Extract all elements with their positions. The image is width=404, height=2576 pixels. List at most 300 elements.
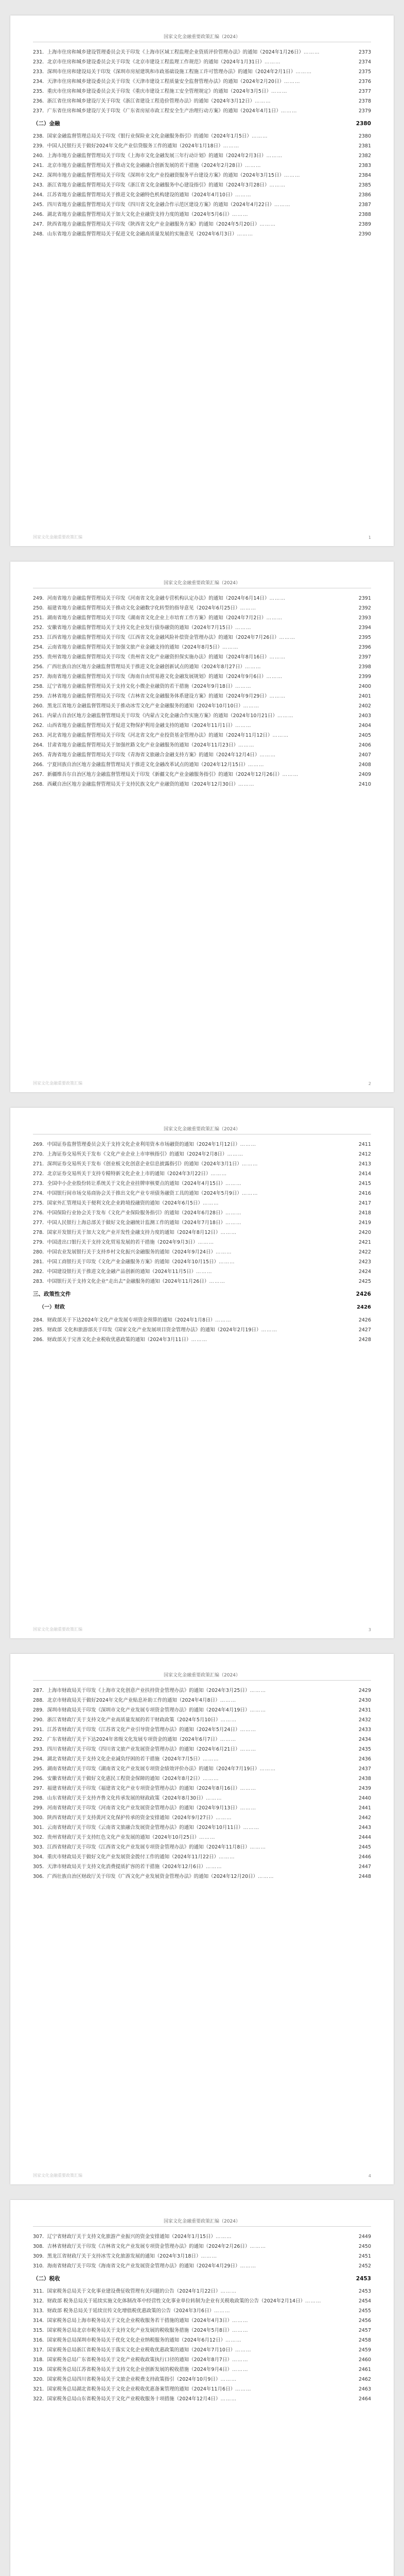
toc-entry[interactable] [33, 1696, 371, 1705]
leader-dots: ……… [266, 615, 283, 621]
toc-page-number: 2373 [358, 49, 371, 55]
leader-dots: ……… [225, 2337, 242, 2343]
leader-dots: ……… [220, 1737, 237, 1742]
separator: ． [42, 1854, 47, 1860]
toc-entry-title: 陕西省地方金融监督管理局关于印发《陕西省文化产业金融服务方案》的通知（2024年5月20日） [47, 222, 260, 227]
toc-entry-text [33, 770, 359, 779]
page-footer-title: 国家文化金融重要政策汇编 [33, 2173, 82, 2178]
section-title: （一）财政 [39, 1304, 65, 1310]
separator: ． [42, 173, 47, 178]
separator: ． [42, 49, 47, 55]
toc-page-number: 2463 [358, 2386, 371, 2392]
toc-entry-text [33, 229, 359, 239]
toc-entry[interactable] [33, 1686, 371, 1696]
toc-entry[interactable] [33, 2384, 371, 2394]
toc-entry[interactable] [33, 2316, 371, 2326]
toc-entry-number: 305 [33, 1864, 43, 1870]
toc-entry-text [33, 1793, 359, 1803]
toc-entry[interactable] [33, 87, 371, 96]
toc-entry[interactable] [33, 1754, 371, 1764]
separator: ． [42, 713, 47, 719]
leader-dots: ……… [232, 2367, 249, 2372]
toc-entry[interactable] [33, 652, 371, 662]
leader-dots: ……… [235, 2386, 252, 2392]
toc-entry[interactable] [33, 2326, 371, 2335]
toc-entry[interactable] [33, 2232, 371, 2242]
leader-dots: ……… [225, 1220, 242, 1226]
toc-entry-text [33, 682, 359, 691]
separator: ． [42, 772, 47, 777]
toc-entry-title: 江西省财政厅关于印发《江西省文化产业发展专项资金管理办法》的通知（2024年11月8日） [47, 1844, 250, 1850]
toc-page-number: 2418 [358, 1210, 371, 1216]
leader-dots: ……… [225, 1210, 242, 1216]
toc-entry-title: 上海证券交易所关于发布《文化产业企业上市审核指引》的通知（2024年2月8日） [47, 1151, 227, 1157]
toc-entry[interactable] [33, 633, 371, 642]
toc-entry-number: 281 [33, 1259, 43, 1265]
leader-dots: ……… [254, 98, 271, 104]
separator: ． [42, 1171, 47, 1177]
toc-page-number: 2447 [358, 1864, 371, 1870]
toc-entry-number: 291 [33, 1727, 43, 1733]
toc-page-number: 2391 [358, 596, 371, 601]
toc-entry[interactable] [33, 672, 371, 682]
toc-entry-number: 277 [33, 1220, 43, 1226]
toc-entry[interactable] [33, 1705, 371, 1715]
toc-section-heading[interactable] [33, 1302, 371, 1313]
toc-entry-number: 248 [33, 231, 43, 237]
toc-entry[interactable] [33, 1784, 371, 1793]
separator: ． [42, 1279, 47, 1284]
separator: ． [42, 2234, 47, 2240]
toc-entry[interactable] [33, 691, 371, 701]
toc-entry[interactable] [33, 613, 371, 623]
toc-entry-number: 290 [33, 1717, 43, 1723]
toc-entry-text [33, 2394, 359, 2404]
toc-entry[interactable] [33, 1325, 371, 1335]
toc-entry-text [33, 1208, 359, 1218]
toc-entry-number: 282 [33, 1269, 43, 1275]
toc-entry[interactable] [33, 2242, 371, 2251]
toc-page-number: 2422 [358, 1249, 371, 1255]
separator: ． [42, 1805, 47, 1811]
separator: ． [42, 703, 47, 709]
toc-entry-text [33, 760, 359, 770]
separator: ． [42, 2386, 47, 2392]
leader-dots: ……… [269, 596, 286, 601]
separator: ． [42, 635, 47, 640]
toc-page-number: 2398 [358, 664, 371, 670]
toc-entry[interactable] [33, 623, 371, 633]
separator: ． [42, 1688, 47, 1693]
toc-entry-title: 国家税务总局浙江省税务局关于落实文化企业税收优惠政策的通知（2024年7月10日） [47, 2347, 235, 2353]
toc-entry-title: 河南省财政厅关于印发《河南省文化产业发展资金管理办法》的通知（2024年9月13日） [47, 1805, 240, 1811]
separator: ． [42, 1756, 47, 1762]
toc-entry[interactable] [33, 721, 371, 731]
leader-dots: ……… [305, 2298, 322, 2304]
toc-entry-title: 国家开发银行关于加大文化产业开发性金融支持力度的通知（2024年8月12日） [47, 1230, 221, 1235]
toc-entry-text [33, 740, 359, 750]
separator: ． [42, 1717, 47, 1723]
toc-entry-number: 246 [33, 212, 43, 217]
toc-page-number: 2428 [358, 1337, 371, 1343]
leader-dots: ……… [232, 2318, 249, 2324]
leader-dots: ……… [235, 192, 252, 198]
toc-entry-title: 全国中小企业股份转让系统关于文化企业挂牌审核要点的通知（2024年4月15日） [47, 1181, 225, 1187]
toc-entry-title: 浙江省财政厅关于支持文化产业高质量发展的若干财政政策（2024年5月10日） [47, 1717, 221, 1723]
toc-entry-number: 313 [33, 2308, 43, 2314]
toc-entry[interactable] [33, 1257, 371, 1267]
toc-page-number: 2457 [358, 2328, 371, 2333]
toc-entry-title: 陕西省财政厅关于支持黄河文化保护传承的资金安排通知（2024年9月27日） [47, 1815, 216, 1821]
toc-entry-number: 269 [33, 1142, 43, 1147]
toc-entry[interactable] [33, 1764, 371, 1774]
toc-page-number: 2380 [358, 133, 371, 139]
toc-entry[interactable] [33, 200, 371, 210]
toc-entry[interactable] [33, 1852, 371, 1862]
toc-page-number: 2394 [358, 625, 371, 631]
toc-entry[interactable] [33, 161, 371, 171]
toc-entry[interactable] [33, 1277, 371, 1286]
toc-page-number: 2395 [358, 635, 371, 640]
separator: ． [42, 1737, 47, 1742]
separator: ． [42, 231, 47, 237]
toc-entry[interactable] [33, 682, 371, 691]
toc-entry[interactable] [33, 2345, 371, 2355]
leader-dots: ……… [199, 1835, 216, 1840]
toc-entry-text [33, 151, 359, 161]
toc-entry[interactable] [33, 1149, 371, 1159]
separator: ． [42, 762, 47, 768]
toc-entry-title: 财政部 税务总局关于延续实施文化体制改革中经营性文化事业单位转制为企业有关税收政策的公告（2024年2月14日） [47, 2298, 305, 2304]
toc-entry[interactable] [33, 1744, 371, 1754]
separator: ． [42, 2263, 47, 2269]
toc-entry-text [33, 623, 359, 633]
toc-entry[interactable] [33, 1803, 371, 1813]
toc-entry-title: 浙江省地方金融监督管理局关于印发《浙江省文化金融服务中心建设指引》的通知（2024年3月28日） [47, 182, 270, 188]
toc-entry-number: 262 [33, 723, 43, 728]
page-number: 2 [368, 1081, 371, 1086]
toc-entry[interactable] [33, 594, 371, 603]
toc-entry[interactable] [33, 1862, 371, 1872]
separator: ． [42, 1191, 47, 1196]
toc-entry-text [33, 1735, 359, 1744]
toc-entry[interactable] [33, 662, 371, 672]
toc-entry[interactable] [33, 180, 371, 190]
toc-entry[interactable] [33, 2261, 371, 2271]
toc-page-number: 2375 [358, 69, 371, 75]
separator: ． [42, 1747, 47, 1752]
toc-entry[interactable] [33, 1715, 371, 1725]
toc-page-number: 2413 [358, 1161, 371, 1167]
toc-entry-text [33, 161, 359, 171]
toc-entry[interactable] [33, 603, 371, 613]
separator: ． [42, 2244, 47, 2249]
separator: ． [42, 654, 47, 660]
toc-page-number: 2440 [358, 1795, 371, 1801]
toc-entry[interactable] [33, 2306, 371, 2316]
toc-entry[interactable] [33, 47, 371, 57]
toc-page-number: 2397 [358, 654, 371, 660]
toc-entry-text [33, 67, 359, 77]
toc-entry-title: 福建省地方金融监督管理局关于推动文化金融数字化转型的指导意见（2024年6月25日） [47, 605, 240, 611]
leader-dots: ……… [205, 1864, 222, 1870]
toc-page-number: 2403 [358, 713, 371, 719]
separator: ． [42, 596, 47, 601]
separator: ． [42, 2347, 47, 2353]
toc-entry[interactable] [33, 1793, 371, 1803]
toc-entry-number: 287 [33, 1688, 43, 1693]
toc-entry[interactable] [33, 1169, 371, 1179]
toc-entry-title: 深圳证券交易所关于发布《创业板文化创意企业信息披露指引》的通知（2024年3月1日） [47, 1161, 242, 1167]
toc-entry[interactable] [33, 2251, 371, 2261]
toc-entry[interactable] [33, 1189, 371, 1198]
separator: ． [42, 2253, 47, 2259]
toc-entry-text [33, 1325, 359, 1335]
toc-entry[interactable] [33, 1872, 371, 1882]
toc-entry[interactable] [33, 1823, 371, 1833]
toc-entry[interactable] [33, 2355, 371, 2365]
leader-dots: ……… [238, 782, 255, 787]
toc-entry-title: 内蒙古自治区地方金融监督管理局关于印发《内蒙古文化金融合作实施方案》的通知（2024年10月21日） [47, 713, 278, 719]
toc-entry[interactable] [33, 2286, 371, 2296]
toc-entry-number: 254 [33, 645, 43, 650]
toc-entry-title: 青海省地方金融监督管理局关于印发《青海省文旅融合金融支持方案》的通知（2024年12月4日） [47, 752, 260, 758]
leader-dots: ……… [232, 2328, 249, 2333]
toc-entry-title: 财政部关于下达2024年文化产业发展专项资金预算的通知（2024年1月8日） [47, 1317, 216, 1323]
toc-entry-text [33, 210, 359, 219]
toc-entry[interactable] [33, 1228, 371, 1238]
toc-page-number: 2414 [358, 1171, 371, 1177]
toc-entry-text [33, 1179, 359, 1189]
toc-entry[interactable] [33, 77, 371, 87]
separator: ． [42, 202, 47, 208]
toc-entry-title: 中国银行间市场交易商协会关于推出文化产业专项债务融资工具的通知（2024年5月9日） [47, 1191, 242, 1196]
toc-entry[interactable] [33, 1725, 371, 1735]
toc-entry-text [33, 1813, 359, 1823]
toc-entry-text [33, 171, 359, 180]
toc-page-number: 2404 [358, 723, 371, 728]
toc-entry-title: 广西壮族自治区财政厅关于印发《广西文化产业发展资金管理办法》的通知（2024年12月20日） [47, 1874, 258, 1879]
separator: ． [42, 133, 47, 139]
toc-entry[interactable] [33, 141, 371, 151]
toc-entry-text [33, 96, 359, 106]
toc-entry[interactable] [33, 701, 371, 711]
toc-entry-number: 289 [33, 1707, 43, 1713]
toc-entry-number: 286 [33, 1337, 43, 1343]
toc-entry[interactable] [33, 219, 371, 229]
toc-entry[interactable] [33, 1267, 371, 1277]
toc-page-number: 2424 [358, 1269, 371, 1275]
toc-entry-title: 北京证券交易所关于支持专精特新文化企业上市的通知（2024年3月22日） [47, 1171, 211, 1177]
toc-entry[interactable] [33, 740, 371, 750]
toc-entry-number: 300 [33, 1815, 43, 1821]
toc-entry[interactable] [33, 96, 371, 106]
toc-entry-number: 273 [33, 1181, 43, 1187]
toc-entry[interactable] [33, 1774, 371, 1784]
toc-page-number: 2431 [358, 1707, 371, 1713]
toc-entry-text [33, 642, 359, 652]
toc-entry[interactable] [33, 1335, 371, 1345]
toc-entry-number: 261 [33, 713, 43, 719]
leader-dots: ……… [266, 674, 283, 680]
toc-entry-number: 306 [33, 1874, 43, 1879]
toc-entry[interactable] [33, 1315, 371, 1325]
toc-entry-text [33, 2261, 359, 2271]
separator: ． [42, 163, 47, 168]
toc-entry[interactable] [33, 1140, 371, 1149]
toc-page-number: 2449 [358, 2234, 371, 2240]
toc-entry[interactable] [33, 1247, 371, 1257]
toc-entry-title: 安徽省财政厅关于做好文化惠民工程资金保障的通知（2024年8月2日） [47, 1776, 203, 1782]
toc-entry-title: 国家税务总局北京市税务局关于支持文化产业发展的税收服务措施（2024年5月8日） [47, 2328, 232, 2333]
toc-entry-text [33, 2306, 359, 2316]
separator: ． [42, 143, 47, 149]
toc-section-heading[interactable] [33, 2273, 371, 2284]
toc-entry[interactable] [33, 106, 371, 116]
leader-dots: ……… [235, 723, 252, 728]
toc-entry-text [33, 691, 359, 701]
toc-page-number: 2420 [358, 1230, 371, 1235]
toc-entry-number: 245 [33, 202, 43, 208]
toc-entry-text [33, 2242, 359, 2251]
toc-entry-number: 267 [33, 772, 43, 777]
toc-entry-text [33, 2232, 359, 2242]
separator: ． [42, 59, 47, 65]
toc-entry-number: 263 [33, 733, 43, 738]
toc-entry-text [33, 672, 359, 682]
leader-dots: ……… [250, 1844, 266, 1850]
toc-entry-text [33, 603, 359, 613]
toc-entry-text [33, 1169, 359, 1179]
toc-entry[interactable] [33, 151, 371, 161]
toc-entry-title: 国家税务总局湖北省税务局关于文化企业税收优惠备案管理的通知（2024年11月6日） [47, 2386, 235, 2392]
toc-section-heading[interactable] [33, 1289, 371, 1300]
toc-entry[interactable] [33, 1813, 371, 1823]
toc-entry[interactable] [33, 2394, 371, 2404]
document-page [10, 2200, 394, 2576]
toc-page-number: 2455 [358, 2308, 371, 2314]
leader-dots: ……… [220, 2289, 237, 2294]
toc-entry[interactable] [33, 1179, 371, 1189]
separator: ． [42, 1259, 47, 1265]
toc-entry-number: 294 [33, 1756, 43, 1762]
toc-section-heading[interactable] [33, 118, 371, 129]
toc-entry[interactable] [33, 779, 371, 789]
toc-entry-number: 258 [33, 684, 43, 689]
leader-dots: ……… [240, 1747, 256, 1752]
toc-entry-number: 279 [33, 1240, 43, 1245]
toc-entry[interactable] [33, 2365, 371, 2375]
toc-entry-text [33, 721, 359, 731]
toc-entry[interactable] [33, 171, 371, 180]
page-header: 国家文化金融重要政策汇编（2024） [33, 2217, 371, 2227]
toc-entry-title: 广东省住房和城乡建设厅关于印发《广东省房屋市政工程安全生产治理行动方案》的通知（2024年4月1日） [47, 108, 281, 114]
toc-entry-title: 深圳市地方金融监督管理局关于印发《深圳市文化产业投融资服务平台建设方案》的通知（2024年3月15日） [47, 173, 284, 178]
toc-entry-number: 298 [33, 1795, 43, 1801]
toc-page-number: 2458 [358, 2337, 371, 2343]
toc-page-number: 2430 [358, 1698, 371, 1703]
toc-entry[interactable] [33, 210, 371, 219]
toc-entry-number: 302 [33, 1835, 43, 1840]
toc-entry[interactable] [33, 1238, 371, 1247]
toc-page-number: 2446 [358, 1854, 371, 1860]
toc-entry[interactable] [33, 229, 371, 239]
toc-entry[interactable] [33, 131, 371, 141]
toc-page-number: 2425 [358, 1279, 371, 1284]
leader-dots: ……… [198, 1240, 214, 1245]
toc-entry-title: 江苏省财政厅关于印发《江苏省文化产业引导资金管理办法》的通知（2024年5月24日） [47, 1727, 240, 1733]
toc-entry[interactable] [33, 1218, 371, 1228]
toc-entry[interactable] [33, 711, 371, 721]
toc-page-number: 2419 [358, 1220, 371, 1226]
toc-entry-title: 新疆维吾尔自治区地方金融监督管理局关于印发《新疆文化产业金融服务指引》的通知（2024年12月26日） [47, 772, 283, 777]
toc-entry-title: 福建省财政厅关于印发《福建省文化产业专项资金管理办法》的通知（2024年8月16日） [47, 1786, 240, 1791]
toc-entry-title: 上海市地方金融监督管理局关于印发《上海市文化金融发展三年行动计划》的通知（2024年2月3日） [47, 153, 267, 159]
toc-entry-number: 285 [33, 1327, 43, 1333]
toc-entry[interactable] [33, 1198, 371, 1208]
toc-entry[interactable] [33, 760, 371, 770]
toc-entry-number: 259 [33, 693, 43, 699]
toc-entry[interactable] [33, 1842, 371, 1852]
toc-entry[interactable] [33, 2375, 371, 2384]
toc-entry[interactable] [33, 750, 371, 760]
toc-entry-number: 311 [33, 2289, 43, 2294]
toc-entry-number: 240 [33, 153, 43, 159]
toc-entry-number: 243 [33, 182, 43, 188]
toc-entry[interactable] [33, 770, 371, 779]
toc-entry-title: 黑龙江省地方金融监督管理局关于推动冰雪文化产业金融服务的通知（2024年10月10日） [47, 703, 243, 709]
toc-entry[interactable] [33, 1735, 371, 1744]
toc-entry[interactable] [33, 2335, 371, 2345]
leader-dots: ……… [284, 79, 301, 84]
toc-entry[interactable] [33, 67, 371, 77]
toc-entry[interactable] [33, 642, 371, 652]
toc-entry[interactable] [33, 1159, 371, 1169]
toc-entry-number: 293 [33, 1747, 43, 1752]
toc-entry-title: 浙江省住房和城乡建设厅关于印发《浙江省建设工程造价管理办法》的通知（2024年3月12日） [47, 98, 255, 104]
toc-entry-text [33, 2296, 359, 2306]
toc-entry[interactable] [33, 1208, 371, 1218]
toc-entry-number: 295 [33, 1766, 43, 1772]
toc-entry[interactable] [33, 1833, 371, 1842]
toc-page-number: 2460 [358, 2357, 371, 2363]
toc-page-number: 2384 [358, 173, 371, 178]
toc-entry[interactable] [33, 731, 371, 740]
toc-entry-text [33, 106, 359, 116]
toc-entry[interactable] [33, 190, 371, 200]
toc-entry[interactable] [33, 57, 371, 67]
toc-page-number: 2383 [358, 163, 371, 168]
toc-entry-title: 山西省地方金融监督管理局关于促进文物保护利用金融支持的通知（2024年11月1日） [47, 723, 235, 728]
separator: ． [42, 192, 47, 198]
separator: ． [42, 182, 47, 188]
toc-entry-text [33, 613, 359, 623]
separator: ． [42, 674, 47, 680]
leader-dots: ……… [235, 2347, 252, 2353]
leader-dots: ……… [191, 1337, 207, 1343]
toc-entry-number: 236 [33, 98, 43, 104]
toc-page-number: 2417 [358, 1200, 371, 1206]
toc-entry-title: 甘肃省地方金融监督管理局关于加强丝路文化产业金融服务的通知（2024年11月23日） [47, 742, 239, 748]
toc-entry-title: 国家外汇管理局关于便利文化企业跨境投融资的通知（2024年6月5日） [47, 1200, 203, 1206]
leader-dots: ……… [251, 133, 268, 139]
separator: ． [42, 1181, 47, 1187]
toc-entry-number: 253 [33, 635, 43, 640]
separator: ． [42, 615, 47, 621]
toc-entry-text [33, 2345, 359, 2355]
toc-entry-text [33, 701, 359, 711]
toc-entry[interactable] [33, 2296, 371, 2306]
